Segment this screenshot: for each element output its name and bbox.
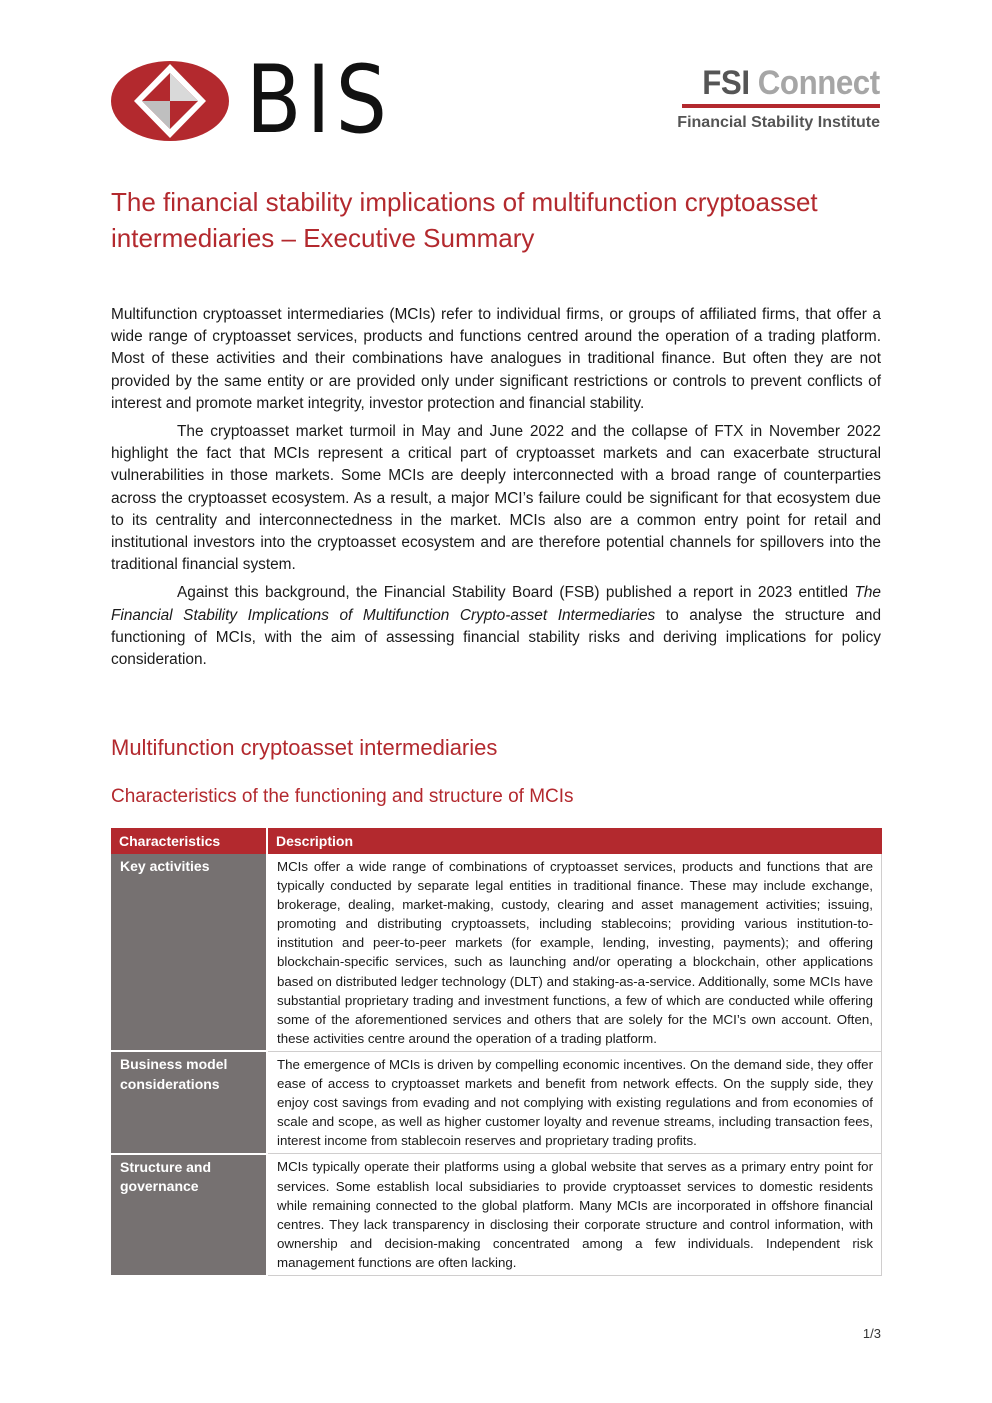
page-number: 1/3 xyxy=(862,1326,881,1341)
table-header-row xyxy=(111,828,882,854)
paragraph-3-start: Against this background, the Financial Stability Board (FSB) published a report in 2023 entitled xyxy=(177,584,855,602)
fsi-connect-logo xyxy=(677,64,880,132)
fsi-underline xyxy=(682,104,880,108)
subsection-heading: Characteristics of the functioning and structure of MCIs xyxy=(111,786,574,807)
row-desc-business-model: The emergence of MCIs is driven by compelling economic incentives. On the demand side, they offer ease of access to cryptoasset markets and benefit from network effects. On the supply side, they enjoy cost savings from evading and not complying with existing regulations and from economies of scale and scope, as well as higher customer loyalty and revenue streams, including transaction fees, interest income from stablecoin reserves and proprietary trading profits. xyxy=(267,1051,882,1153)
table-row xyxy=(111,1154,882,1276)
document-title: The financial stability implications of multifunction cryptoasset intermediaries – Executive Summary xyxy=(111,187,818,253)
paragraph-1: Multifunction cryptoasset intermediaries (MCIs) refer to individual firms, or groups of affiliated firms, that offer a wide range of cryptoasset services, products and functions centred around the operation of a trading platform. Most of these activities and their combinations have analogues in traditional finance. But often they are not provided by the same entity or are provided only under significant restrictions or controls to prevent conflicts of interest and promote market integrity, investor protection and financial stability. xyxy=(111,306,881,412)
intro-text xyxy=(111,304,881,671)
row-key-key-activities: Key activities xyxy=(111,854,267,1051)
column-header-description: Description xyxy=(267,828,882,854)
fsi-title-part2: Connect xyxy=(758,64,880,102)
row-key-structure-governance: Structure and governance xyxy=(111,1154,267,1276)
section-heading: Multifunction cryptoasset intermediaries xyxy=(111,735,498,760)
row-desc-structure-governance: MCIs typically operate their platforms using a global website that serves as a primary entry point for services. Some establish local subsidiaries to provide cryptoasset services to domestic residents while remaining connected to the global platform. Many MCIs are incorporated in offshore financial centres. They lack transparency in disclosing their corporate structure and control information, with ownership and decision-making concentrated among a few individuals. Independent risk management functions are often lacking. xyxy=(267,1154,882,1276)
table-row xyxy=(111,1051,882,1153)
row-desc-key-activities: MCIs offer a wide range of combinations of cryptoasset services, products and functions that are typically conducted by separate legal entities in traditional finance. These may include exchange, brokerage, dealing, market-making, custody, clearing and asset management activities; issuing, promoting and distributing cryptoassets, including stablecoins; providing various institution-to-institution and peer-to-peer markets (for example, lending, investing, payments); and offering blockchain-specific services, such as launching and/or operating a blockchain, other applications based on distributed ledger technology (DLT) and staking-as-a-service. Additionally, some MCIs have substantial proprietary trading and investment functions, a few of which are conducted while offering some of the aforementioned services and others that are solely for the MCI’s own account. Often, these activities centre around the operation of a trading platform. xyxy=(267,854,882,1051)
fsi-connect-title xyxy=(694,64,880,102)
column-header-characteristics: Characteristics xyxy=(111,828,267,854)
fsi-title-part1: FSI xyxy=(702,64,750,102)
paragraph-3-end: to analyse the structure and functioning of MCIs, with the aim of assessing financial stability risks and deriving implications for policy consideration. xyxy=(111,606,882,669)
fsi-subtitle: Financial Stability Institute xyxy=(677,114,880,131)
report-title: The Financial Stability Implications of Multifunction Crypto-asset Intermediaries xyxy=(111,584,881,624)
bis-logo-text: BIS xyxy=(246,46,393,155)
characteristics-table xyxy=(111,828,882,1276)
paragraph-2: The cryptoasset market turmoil in May and June 2022 and the collapse of FTX in November 2022 highlight the fact that MCIs represent a critical part of cryptoasset markets and can exacerbate structural vulnerabilities in those markets. Some MCIs are deeply interconnected with a broad range of counterparties across the cryptoasset ecosystem. As a result, a major MCI’s failure could be significant for that ecosystem due to its centrality and interconnectedness in the market. MCIs also are a common entry point for retail and institutional investors into the cryptoasset ecosystem and are therefore potential channels for spillovers into the traditional financial system. xyxy=(111,423,881,574)
table-row xyxy=(111,854,882,1051)
row-key-business-model: Business model considerations xyxy=(111,1051,267,1153)
page-header xyxy=(0,0,992,155)
paragraph-3 xyxy=(111,582,881,671)
